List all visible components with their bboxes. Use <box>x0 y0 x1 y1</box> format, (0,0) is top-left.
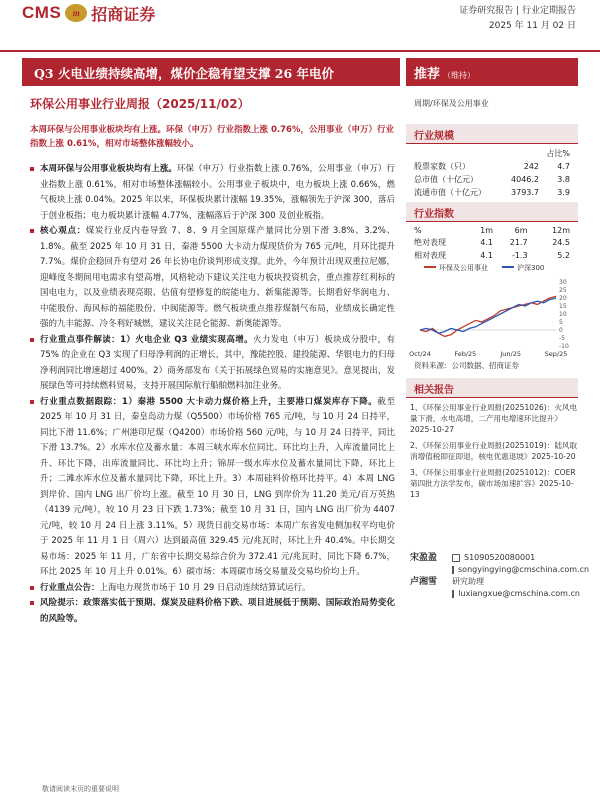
related-reports-title: 相关报告 <box>406 378 578 398</box>
body-paragraph <box>30 333 395 395</box>
report-type: 证券研究报告 | 行业定期报告 <box>459 6 576 16</box>
header-divider <box>0 50 600 52</box>
paragraph-heading: 本周环保与公用事业板块均有上涨。 <box>40 164 177 174</box>
table-row: 股票家数（只） 242 4.7 <box>414 162 570 171</box>
rating-bar <box>406 58 578 86</box>
paragraph-heading: 行业重点事件解读：1）火电企业 Q3 业绩实现高增。 <box>40 334 254 345</box>
logo-chinese-name: 招商证券 <box>91 4 156 24</box>
related-report-item[interactable]: 1、《环保公用事业行业周报(20251026)：火风电量下滑，水电高增，二产用电增速环比提升》2025-10-27 <box>410 403 578 434</box>
legend-label: 沪深300 <box>517 264 545 272</box>
paragraph-text: 截至 2025 年 10 月 31 日，秦皇岛动力煤（Q5500）市场价格 765 元/吨，与 10 月 24 日持平，同比下滑 11.6%；广州港印尼煤（Q4200）市场价格 560 元/吨，与 10 月 24 日持平，同比下滑 13.7%。2）水库水位及蓄水量：本周三峡水库水位同比、环比均上升，入库流量同比上升、环比下降，出库流量同比、环比均上升；锦屏一级水库水位及蓄水量同比下降，环比上升；二滩水库水位及蓄水量同比下降，环比上升。3）本周硅料价格环比持平。4）本周 LNG 到岸价、国内 LNG 出厂价均上涨。截至 10 月 30 日，LNG 到岸价为 11.20 美元/百万英热（4139 元/吨），较 10 月 23 日下跌 1.73%；截至 10 月 31 日，国内 LNG 出厂价为 4407 元/吨，较 10 月 24 日上涨 3.11%。5）现货日前交易市场：本周广东省发电侧加权平均电价于 2025 年 11 月 1 日（周六）达到最高值 329.45 元/兆瓦时，环比上升 40.4%。中长期交易市场：2025 年 11 月，广东省中长期交易综合价为 372.41 元/兆瓦时，同比下降 6.7%，环比 2025 年 10 月上升 0.01%。6）碳市场：本周碳市场交易量及交易均价均上升。 <box>40 396 395 577</box>
page-header <box>0 0 600 48</box>
paragraph-text: 上海电力现货市场于 10 月 29 日启动连续结算试运行。 <box>99 582 311 593</box>
email-icon <box>452 566 454 574</box>
x-tick-label: Sep/25 <box>544 350 568 358</box>
body-paragraph <box>30 224 395 333</box>
analyst-role: 研究助理 <box>452 577 484 586</box>
analyst-email[interactable]: songyingying@cmschina.com.cn <box>458 565 590 574</box>
x-tick-label: Oct/24 <box>409 350 431 358</box>
logo-mark-icon: m <box>65 4 87 22</box>
x-tick-label: Feb/25 <box>454 350 477 358</box>
analyst-name: 宋盈盈 <box>410 553 438 563</box>
analyst-email[interactable]: luxiangxue@cmschina.com.cn <box>458 589 580 598</box>
related-reports-list <box>410 402 580 505</box>
footer-note: 敬请阅读末页的重要说明 <box>42 785 119 793</box>
report-subtitle: 环保公用事业行业周报（2025/11/02） <box>30 97 250 111</box>
report-category: 周期/环保及公用事业 <box>414 99 489 108</box>
industry-scale-table <box>406 147 578 199</box>
scale-col-header: 占比% <box>546 149 570 158</box>
id-card-icon <box>452 554 460 562</box>
summary-text: 本周环保与公用事业板块均有上涨。环保（申万）行业指数上涨 0.76%，公用事业（申万）行业指数上涨 0.61%，相对市场整体涨幅较小。 <box>30 125 394 149</box>
table-row: 总市值（十亿元） 4046.2 3.8 <box>414 175 570 184</box>
body-paragraph <box>30 581 395 597</box>
index-chart-svg <box>406 260 578 358</box>
y-tick-label: 15 <box>559 303 567 310</box>
y-tick-label: -5 <box>559 335 565 342</box>
body-paragraph <box>30 596 395 627</box>
report-title: Q3 火电业绩持续高增，煤价企稳有望支撑 26 年电价 <box>22 58 400 86</box>
related-report-item[interactable]: 2、《环保公用事业行业周报(20251019)：陆风取消增值税即征即退，核电优惠退坡》2025-10-20 <box>410 441 578 461</box>
paragraph-heading: 风险提示：政策落实低于预期、煤炭及硅料价格下跌、项目进展低于预期、国际政治局势变化的风险等。 <box>40 598 395 624</box>
body-paragraph <box>30 162 395 224</box>
y-tick-label: -10 <box>559 343 569 350</box>
industry-scale-title: 行业规模 <box>406 124 578 144</box>
rating-sub: （维持） <box>443 71 476 80</box>
table-row: 相对表现 4.1 -1.3 5.2 <box>414 251 570 260</box>
rating-label: 推荐 <box>414 67 441 82</box>
analyst-name: 卢湘雪 <box>410 577 438 587</box>
table-row: 流通市值（十亿元） 3793.7 3.9 <box>414 188 570 197</box>
y-tick-label: 0 <box>559 327 563 334</box>
y-tick-label: 5 <box>559 319 563 326</box>
series-line <box>420 296 556 336</box>
y-tick-label: 10 <box>559 311 567 318</box>
industry-index-table: % 1m 6m 12m 绝对表现 4.1 21.7 24.5 相对表现 4.1 -1.3 5.2 <box>406 225 578 262</box>
report-date: 2025 年 11 月 02 日 <box>488 21 576 31</box>
y-tick-label: 30 <box>559 279 567 286</box>
related-report-item[interactable]: 3、《环保公用事业行业周报(20251012)：COER 第四批方法学发布，碳市场加速扩容》2025-10-13 <box>410 468 576 499</box>
industry-index-section <box>406 202 578 262</box>
legend-label: 环保及公用事业 <box>439 264 488 272</box>
analysts-section <box>410 552 590 600</box>
company-logo <box>22 2 155 24</box>
related-reports-section <box>406 378 578 398</box>
y-tick-label: 20 <box>559 295 567 302</box>
index-chart <box>406 260 578 372</box>
x-tick-label: Jun/25 <box>500 350 521 358</box>
paragraph-text: 煤炭行业反内卷导致 7、8、9 月全国原煤产量同比分别下滑 3.8%、3.2%、1.8%。截至 2025 年 10 月 31 日，秦港 5500 大卡动力煤现货价为 765 元/吨，月环比提升 7.7%。煤价企稳回升有望对 26 年长协电价谈判形成支撑。此外，今年预计出现双重拉尼娜，迎峰度冬期间用电需求有望高增，风格轮动下建议关注电力板块投资机会，重点推荐红利标的国电电力，以及业绩表现亮眼、估值有望修复的皖能电力、新集能源等。长期看好华润电力、中能股份、海风标的福能股份、中闽能源等。燃气板块重点推荐煤制气布局，业绩成长确定性强的九丰能源、冷冬利好城燃，建议关注昆仑能源、新奥能源等。 <box>40 226 395 329</box>
paragraph-text: 环保（申万）行业指数上涨 0.76%，公用事业（申万）行业指数上涨 0.61%，相对市场整体涨幅较小。公用事业子板块中，电力板块上涨 0.66%，燃气板块上涨 0.04%。2025 年以来，环保板块累计涨幅 19.35%，涨幅领先于沪深 300，落后于创业板指；电力板块累计涨幅 4.77%，涨幅落后于沪深 300 及创业板指。 <box>40 164 395 221</box>
body-content <box>30 162 395 627</box>
industry-index-title: 行业指数 <box>406 202 578 222</box>
paragraph-heading: 核心观点： <box>40 226 86 236</box>
industry-scale-section <box>406 124 578 199</box>
analyst-id: S1090520080001 <box>464 553 536 562</box>
logo-text: CMS <box>22 3 62 22</box>
body-paragraph <box>30 395 395 581</box>
paragraph-heading: 行业重点数据跟踪：1）秦港 5500 大卡动力煤价格上升，主要港口煤炭库存下降。 <box>40 396 378 407</box>
table-row: 绝对表现 4.1 21.7 24.5 <box>414 238 570 247</box>
y-tick-label: 25 <box>559 287 567 294</box>
email-icon <box>452 590 454 598</box>
paragraph-heading: 行业重点公告： <box>40 582 100 593</box>
chart-source: 资料来源：公司数据、招商证券 <box>414 361 519 370</box>
header-meta <box>459 4 576 34</box>
paragraph-text: 火力发电（申万）板块成分股中，有 75% 的企业在 Q3 实现了归母净利润的正增长，其中，豫能控股、建投能源、华银电力的归母净利润同比增速超过 400%。2）商务部发布《关于拓展绿色贸易的实施意见》。意见提出，发展绿色等可持续燃料贸易，支持开展国际航行船舶燃料加注业务。 <box>40 334 395 391</box>
